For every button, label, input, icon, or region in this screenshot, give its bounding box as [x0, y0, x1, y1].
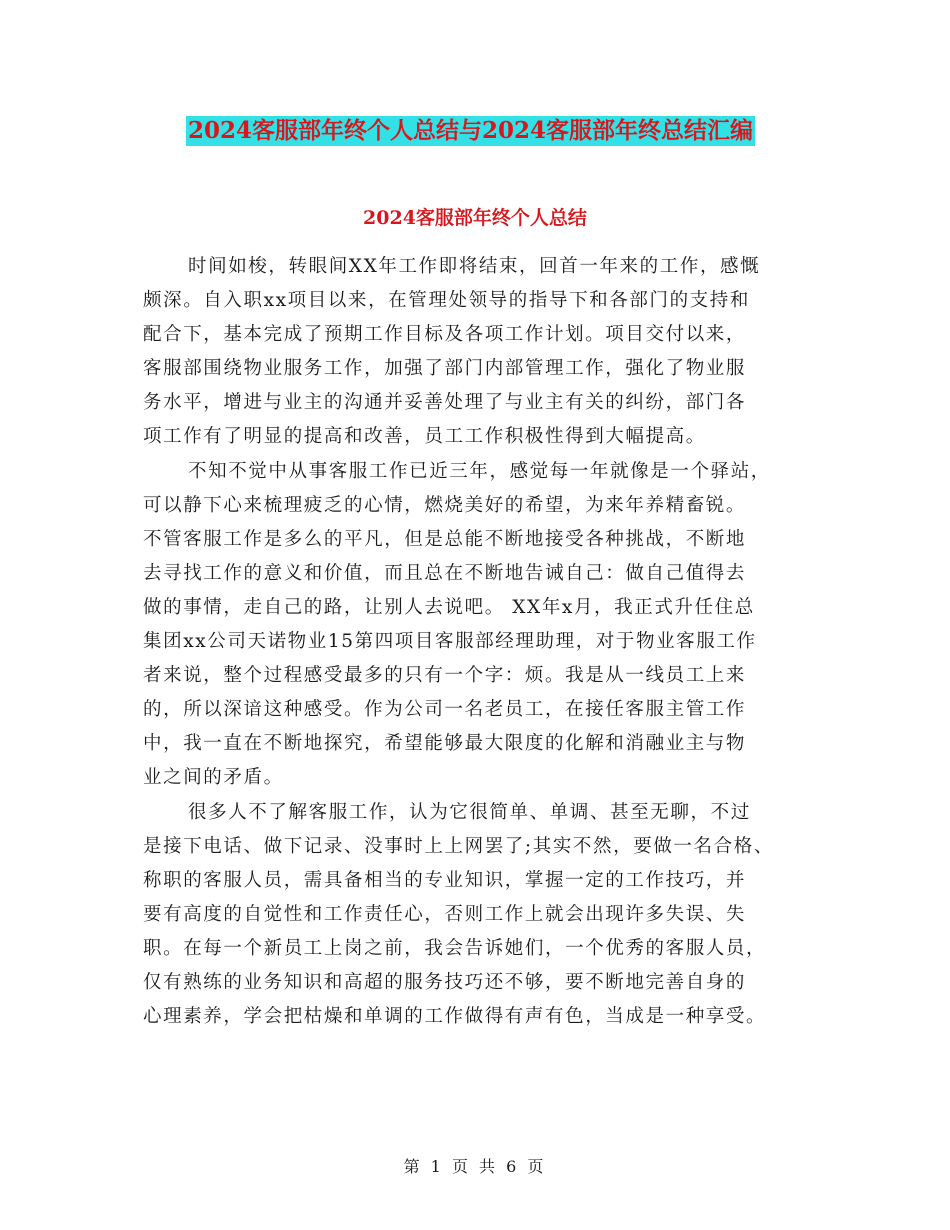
text-line: 项工作有了明显的提高和改善，员工工作积极性得到大幅提高。 [143, 426, 706, 447]
text-line: 中，我一直在不断地探究，希望能够最大限度的化解和消融业主与物 [143, 733, 747, 754]
text-line: 业之间的矛盾。 [143, 767, 284, 788]
text-line: 不管客服工作是多么的平凡，但是总能不断地接受各种挑战，不断地 [143, 529, 747, 550]
text-line: 颇深。自入职xx项目以来，在管理处领导的指导下和各部门的支持和 [143, 290, 750, 311]
paragraph [143, 455, 823, 795]
text-line: 可以静下心来梳理疲乏的心情，燃烧美好的希望，为来年养精畜锐。 [143, 495, 747, 516]
text-line: 很多人不了解客服工作，认为它很简单、单调、甚至无聊，不过 [188, 802, 751, 823]
text-line: 称职的客服人员，需具备相当的专业知识，掌握一定的工作技巧，并 [143, 870, 747, 891]
text-line: 做的事情，走自己的路，让别人去说吧。 XX年x月，我正式升任住总 [143, 597, 755, 618]
text-line: 客服部围绕物业服务工作，加强了部门内部管理工作，强化了物业服 [143, 358, 747, 379]
paragraph [143, 796, 823, 1034]
text-line: 去寻找工作的意义和价值，而且总在不断地告诫自己：做自己值得去 [143, 563, 747, 584]
text-line: 是接下电话、做下记录、没事时上上网罢了;其实不然，要做一名合格、 [143, 836, 774, 857]
document-title: 2024客服部年终个人总结与2024客服部年终总结汇编 [188, 117, 754, 144]
section-title: 2024客服部年终个人总结 [363, 207, 587, 229]
text-line: 职。在每一个新员工上岗之前，我会告诉她们，一个优秀的客服人员， [143, 938, 767, 959]
text-line: 者来说，整个过程感受最多的只有一个字：烦。我是从一线员工上来 [143, 665, 747, 686]
paragraph [143, 250, 823, 454]
text-line: 配合下，基本完成了预期工作目标及各项工作计划。项目交付以来， [143, 324, 747, 345]
text-line: 时间如梭，转眼间XX年工作即将结束，回首一年来的工作，感慨 [188, 256, 761, 277]
page-footer: 第 1 页 共 6 页 [403, 1157, 547, 1176]
text-line: 仅有熟练的业务知识和高超的服务技巧还不够，要不断地完善自身的 [143, 972, 747, 993]
body-text [143, 250, 823, 1034]
text-line: 的，所以深谙这种感受。作为公司一名老员工，在接任客服主管工作 [143, 699, 747, 720]
text-line: 要有高度的自觉性和工作责任心，否则工作上就会出现许多失误、失 [143, 904, 747, 925]
text-line: 集团xx公司天诺物业15第四项目客服部经理助理，对于物业客服工作 [143, 631, 757, 652]
text-line: 不知不觉中从事客服工作已近三年，感觉每一年就像是一个驿站， [188, 461, 771, 482]
text-line: 务水平，增进与业主的沟通并妥善处理了与业主有关的纠纷，部门各 [143, 392, 747, 413]
text-line: 心理素养，学会把枯燥和单调的工作做得有声有色，当成是一种享受。 [143, 1006, 767, 1027]
